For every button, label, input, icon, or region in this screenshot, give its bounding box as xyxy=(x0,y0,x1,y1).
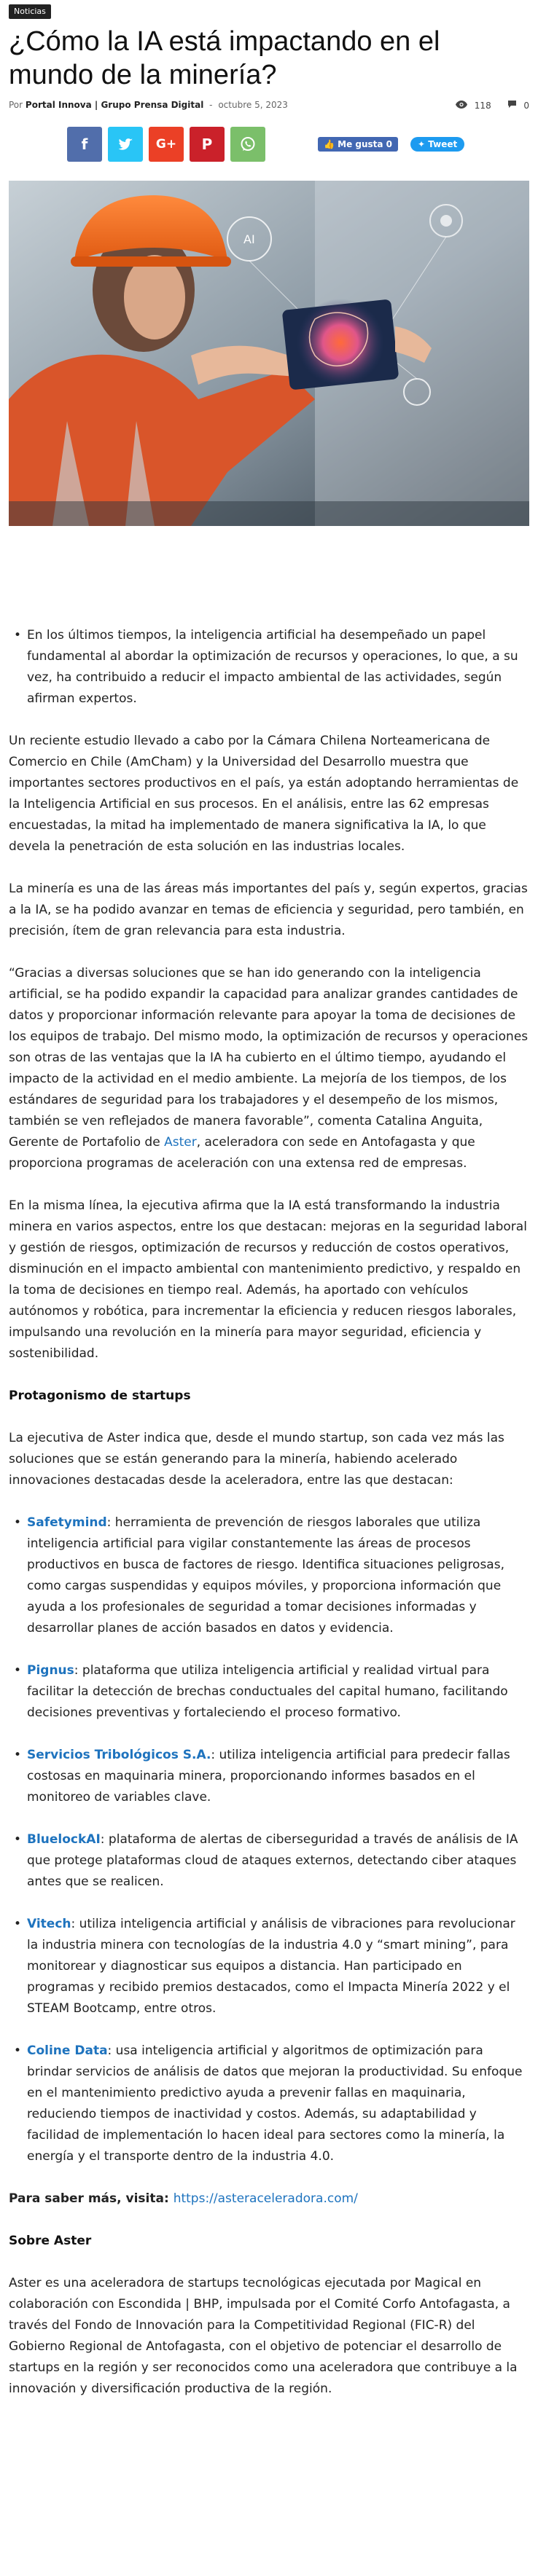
quote-text: “Gracias a diversas soluciones que se han ido generando con la inteligencia artificial, se ha podido expandir la capacidad para analizar grandes cantidades de datos y proporcionar información relevante para apoyar la toma de decisiones de los equipos de trabajo. Del mismo modo, la optimización de recursos y operaciones son otras de las ventajas que la IA ha cubierto en el último tiempo, ayudando el impacto de la actividad en el medio ambiente. La mejoría de los tiempos, de los estándares de seguridad para los trabajadores y el desempeño de los mismos, también se ven reflejados de manera favorable”, comenta Catalina Anguita, Gerente de Portafolio de xyxy=(9,966,529,1150)
eye-icon xyxy=(456,98,467,113)
startup-description: : utiliza inteligencia artificial para predecir fallas costosas en maquinaria minera, proporcionando informes basados en el monitoreo de variables clave. xyxy=(27,1748,510,1805)
twitter-bird-icon: ✦ xyxy=(418,139,426,149)
featured-image xyxy=(9,181,529,526)
author-link[interactable]: Portal Innova | Grupo Prensa Digital xyxy=(25,100,204,110)
paragraph-about: Aster es una aceleradora de startups tecnológicas ejecutada por Magical en colaboración con Escondida | BHP, impulsada por el Comité Corfo Antofagasta, a través del Fondo de Innovación para la Competitividad Regional (FIC-R) del Gobierno Regional de Antofagasta, con el objetivo de potenciar el desarrollo de startups en la región y ser reconocidos como una aceleradora que contribuye a la innovación y diversificación productiva de la región. xyxy=(9,2276,518,2396)
whatsapp-icon xyxy=(239,136,257,153)
share-pinterest-button[interactable] xyxy=(190,127,225,162)
twitter-icon xyxy=(117,136,134,153)
thumbs-up-icon: 👍 xyxy=(324,139,335,149)
aster-link[interactable]: Aster xyxy=(164,1135,197,1150)
paragraph-startups-intro: La ejecutiva de Aster indica que, desde el mundo startup, son cada vez más las soluciones que se están generando para la minería, habiendo acelerado innovaciones destacadas desde la aceleradora, entre las que destacan: xyxy=(9,1431,504,1488)
paragraph-quote xyxy=(9,963,529,1174)
paragraph-mining: La minería es una de las áreas más importantes del país y, según expertos, gracias a la IA, se ha podido avanzar en temas de eficiencia y seguridad, pero también, en precisión, ítem de gran relevancia para esta industria. xyxy=(9,881,528,938)
startup-item xyxy=(27,1745,529,1808)
heading-about: Sobre Aster xyxy=(9,2234,92,2248)
intro-bullet: • En los últimos tiempos, la inteligencia artificial ha desempeñado un papel fundamental al abordar la optimización de recursos y operaciones, lo que, a su vez, ha contribuido a reducir el impacto ambiental de las actividades, según afirman expertos. xyxy=(27,625,529,710)
google-plus-icon: G+ xyxy=(155,137,177,152)
aster-website-link[interactable]: https://asteraceleradora.com/ xyxy=(173,2191,358,2206)
startup-description: : plataforma que utiliza inteligencia artificial y realidad virtual para facilitar la detección de brechas conductuales del capital humano, facilitando decisiones preventivas y fortaleciendo el proceso formativo. xyxy=(27,1663,508,1720)
paragraph-transform: En la misma línea, la ejecutiva afirma que la IA está transformando la industria minera en varios aspectos, entre los que destacan: mejoras en la seguridad laboral y gestión de riesgos, optimización de recursos y reducción de costos operativos, disminución en el impacto ambiental con mantenimiento predictivo, y respaldo en la toma de decisiones en tiempo real. Además, ha aportado con vehículos autónomos y robótica, para incrementar la eficiencia y reducen riesgos laborales, impulsando una revolución en la minería para mayor seguridad, eficiencia y sostenibilidad. xyxy=(9,1198,527,1361)
startup-item xyxy=(27,1512,529,1639)
tweet-widget[interactable] xyxy=(410,137,464,152)
category-badge[interactable]: Noticias xyxy=(9,4,51,19)
startup-description: : utiliza inteligencia artificial y análisis de vibraciones para revolucionar la industria minera con tecnologías de la industria 4.0 y “smart mining”, para monitorear y diagnosticar sus equipos a distancia. Han participado en programas y recibido premios destacados, como el Impacta Minería 2022 y el STEAM Bootcamp, entre otros. xyxy=(27,1917,515,2016)
startup-description: : plataforma de alertas de ciberseguridad a través de análisis de IA que protege plataformas cloud de ataques externos, detectando ciber ataques antes que se realicen. xyxy=(27,1832,518,1889)
comments-count[interactable]: 0 xyxy=(523,100,529,111)
startup-link[interactable]: BluelockAI xyxy=(27,1832,101,1847)
startup-item xyxy=(27,2041,529,2167)
facebook-icon: f xyxy=(81,136,88,153)
quote-text-end: , aceleradora con sede en Antofagasta y que proporciona programas de aceleración con una extensa red de empresas. xyxy=(9,1135,475,1171)
paragraph-more-info xyxy=(9,2188,529,2210)
share-twitter-button[interactable] xyxy=(108,127,143,162)
svg-text:AI: AI xyxy=(243,232,255,246)
startup-link[interactable]: Safetymind xyxy=(27,1515,107,1530)
publish-date: octubre 5, 2023 xyxy=(218,100,288,110)
startup-link[interactable]: Vitech xyxy=(27,1917,71,1931)
startup-item xyxy=(27,1829,529,1893)
pinterest-icon: P xyxy=(201,136,213,153)
startup-link[interactable]: Pignus xyxy=(27,1663,74,1678)
share-facebook-button[interactable] xyxy=(67,127,102,162)
startup-item xyxy=(27,1660,529,1724)
facebook-like-label: Me gusta 0 xyxy=(338,139,393,149)
tweet-label: Tweet xyxy=(428,139,458,149)
meta-separator: - xyxy=(209,100,213,110)
facebook-like-widget[interactable] xyxy=(318,137,398,152)
article-meta xyxy=(9,98,529,112)
startup-description: : usa inteligencia artificial y algoritmos de optimización para brindar servicios de análisis de datos que mejoran la productividad. Su enfoque en el mantenimiento predictivo ayuda a prevenir fallas en maquinaria, reduciendo tiempos de inactividad y costos. Además, su adaptabilidad y facilidad de implementación lo hacen ideal para sectores como la minería, la energía y el transporte dentro de la industria 4.0. xyxy=(27,2043,523,2164)
intro-list xyxy=(9,625,529,710)
startup-link[interactable]: Coline Data xyxy=(27,2043,108,2058)
paragraph-study: Un reciente estudio llevado a cabo por la Cámara Chilena Norteamericana de Comercio en Chile (AmCham) y la Universidad del Desarrollo muestra que importantes sectores productivos en el país, ya están adoptando herramientas de la Inteligencia Artificial en sus procesos. En el análisis, entre las 62 empresas encuestadas, la mitad ha implementado de manera significativa la IA, lo que devela la penetración de esta solución en las industrias locales. xyxy=(9,734,519,854)
more-info-label: Para saber más, visita: xyxy=(9,2191,174,2206)
article-body xyxy=(9,625,529,2421)
article-title: ¿Cómo la IA está impactando en el mundo de la minería? xyxy=(9,26,440,90)
startups-list xyxy=(9,1512,529,2167)
startup-item xyxy=(27,1914,529,2019)
share-google-button[interactable] xyxy=(149,127,184,162)
comment-icon[interactable] xyxy=(507,98,517,113)
views-count: 118 xyxy=(474,100,491,111)
byline-prefix: Por xyxy=(9,100,23,110)
startup-description: : herramienta de prevención de riesgos laborales que utiliza inteligencia artificial para vigilar constantemente las áreas de procesos productivos en busca de factores de riesgo. Identifica situaciones peligrosas, como cargas suspendidas y equipos móviles, y proporciona información que ayuda a los profesionales de seguridad a tomar decisiones informadas y desarrollar planes de acción basados en datos y evidencia. xyxy=(27,1515,504,1635)
meta-counters xyxy=(451,98,529,113)
heading-startups: Protagonismo de startups xyxy=(9,1389,191,1403)
startup-link[interactable]: Servicios Tribológicos S.A. xyxy=(27,1748,211,1762)
share-whatsapp-button[interactable] xyxy=(230,127,265,162)
